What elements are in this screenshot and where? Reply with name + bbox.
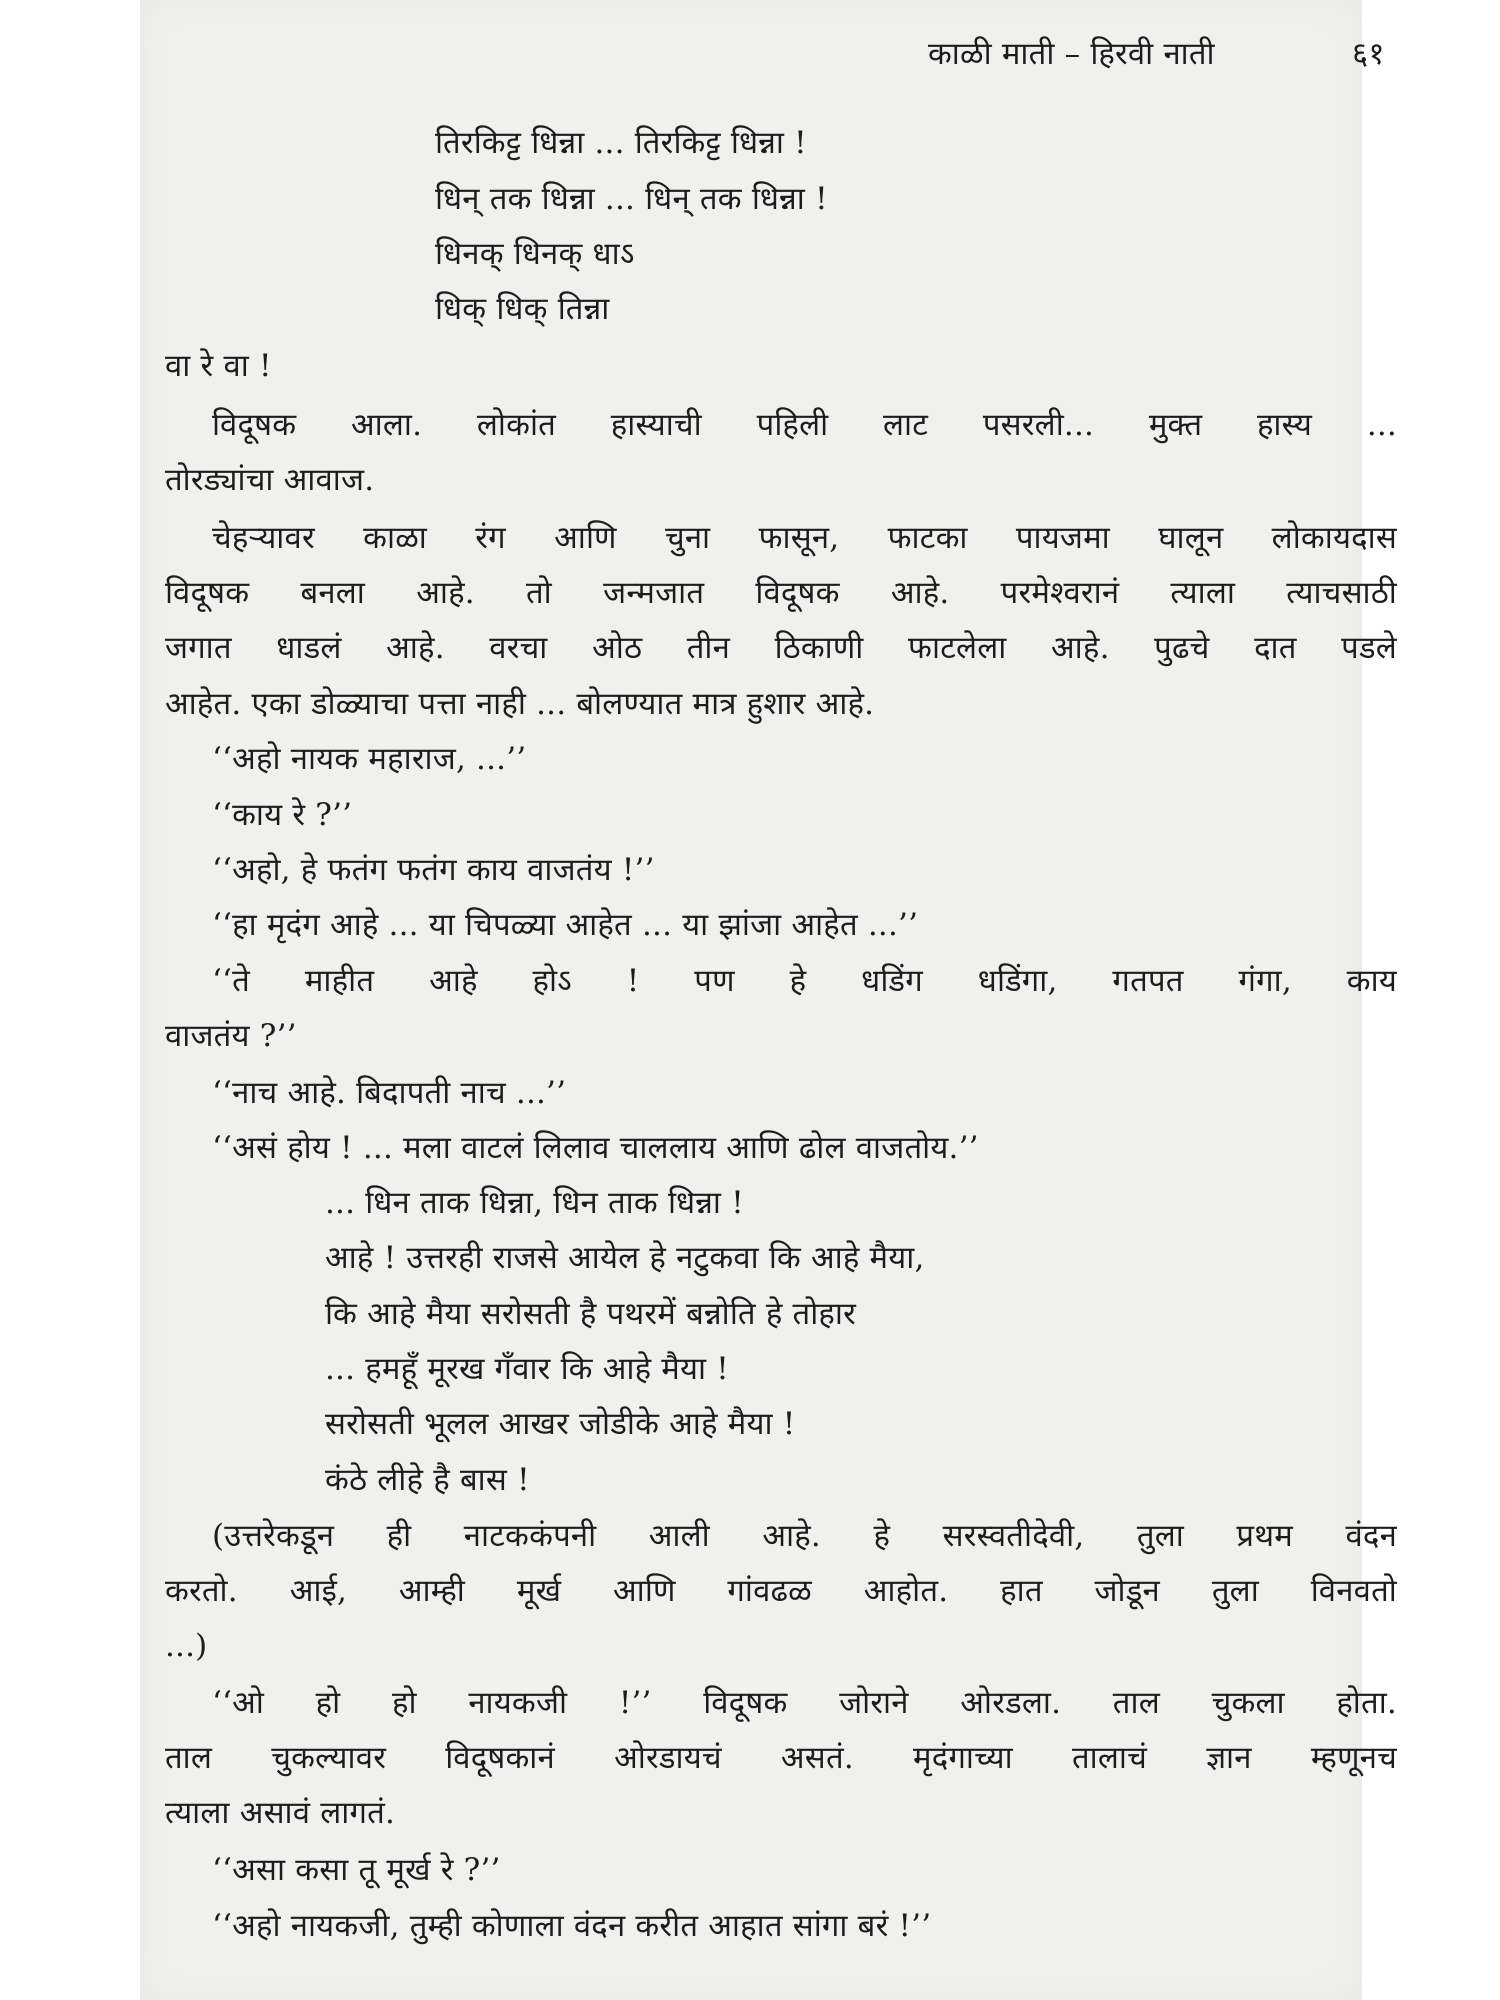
dialogue-line-13: ‘‘काय रे ?’’ — [212, 797, 353, 833]
song-line-20: ... धिन ताक धिन्ना, धिन ताक धिन्ना ! — [325, 1185, 744, 1221]
text-line-28: ...) — [165, 1628, 208, 1664]
song-line-25: कंठे लीहे है बास ! — [325, 1462, 530, 1498]
dialogue-line-18: ‘‘नाच आहे. बिदापती नाच ...’’ — [212, 1075, 567, 1111]
text-line-7: तोरड्यांचा आवाज. — [165, 462, 375, 498]
text-line-6: विदूषक आला. लोकांत हास्याची पहिली लाट पसरली... मुक्त हास्य ... — [212, 407, 1397, 443]
dialogue-line-17: वाजतंय ?’’ — [165, 1018, 297, 1054]
text-line-29: ‘‘ओ हो हो नायकजी !’’ विदूषक जोराने ओरडला. ताल चुकला होता. — [212, 1685, 1397, 1721]
text-line-27: करतो. आई, आम्ही मूर्ख आणि गांवढळ आहोत. हात जोडून तुला विनवतो — [165, 1573, 1397, 1609]
text-line-9: विदूषक बनला आहे. तो जन्मजात विदूषक आहे. परमेश्वरानं त्याला त्याचसाठी — [165, 575, 1397, 611]
song-line-23: ... हमहूँ मूरख गँवार कि आहे मैया ! — [325, 1351, 729, 1387]
text-line-30: ताल चुकल्यावर विदूषकानं ओरडायचं असतं. मृदंगाच्या तालाचं ज्ञान म्हणूनच — [165, 1740, 1397, 1776]
text-line-5: वा रे वा ! — [165, 348, 272, 384]
verse-line-2: धिन् तक धिन्ना ... धिन् तक धिन्ना ! — [435, 181, 828, 217]
verse-line-4: धिक् धिक् तिन्ना — [435, 291, 610, 327]
running-header-title: काळी माती – हिरवी नाती — [928, 36, 1215, 72]
dialogue-line-16: ‘‘ते माहीत आहे होऽ ! पण हे धडिंग धडिंगा, गतपत गंगा, काय — [212, 963, 1397, 999]
dialogue-line-19: ‘‘असं होय ! ... मला वाटलं लिलाव चाललाय आणि ढोल वाजतोय.’’ — [212, 1130, 979, 1166]
dialogue-line-33: ‘‘अहो नायकजी, तुम्ही कोणाला वंदन करीत आहात सांगा बरं !’’ — [212, 1908, 932, 1944]
page-number: ६१ — [1352, 36, 1385, 72]
text-line-31: त्याला असावं लागतं. — [165, 1795, 396, 1831]
dialogue-line-15: ‘‘हा मृदंग आहे ... या चिपळ्या आहेत ... या झांजा आहेत ...’’ — [212, 907, 919, 943]
dialogue-line-14: ‘‘अहो, हे फतंग फतंग काय वाजतंय !’’ — [212, 852, 655, 888]
verse-line-1: तिरकिट्ट धिन्ना ... तिरकिट्ट धिन्ना ! — [435, 125, 807, 161]
dialogue-line-32: ‘‘असा कसा तू मूर्ख रे ?’’ — [212, 1852, 501, 1888]
song-line-21: आहे ! उत्तरही राजसे आयेल हे नटुकवा कि आहे मैया, — [325, 1240, 925, 1276]
text-line-11: आहेत. एका डोळ्याचा पत्ता नाही ... बोलण्यात मात्र हुशार आहे. — [165, 686, 875, 722]
book-page — [140, 0, 1397, 2000]
verse-line-3: धिनक् धिनक् धाऽ — [435, 236, 635, 272]
text-line-8: चेहऱ्यावर काळा रंग आणि चुना फासून, फाटका पायजमा घालून लोकायदास — [212, 520, 1397, 556]
song-line-24: सरोसती भूलल आखर जोडीके आहे मैया ! — [325, 1406, 796, 1442]
song-line-22: कि आहे मैया सरोसती है पथरमें बन्नोति हे तोहार — [325, 1296, 856, 1332]
dialogue-line-12: ‘‘अहो नायक महाराज, ...’’ — [212, 741, 527, 777]
text-line-26: (उत्तरेकडून ही नाटककंपनी आली आहे. हे सरस्वतीदेवी, तुला प्रथम वंदन — [212, 1518, 1397, 1554]
text-line-10: जगात धाडलं आहे. वरचा ओठ तीन ठिकाणी फाटलेला आहे. पुढचे दात पडले — [165, 630, 1397, 666]
